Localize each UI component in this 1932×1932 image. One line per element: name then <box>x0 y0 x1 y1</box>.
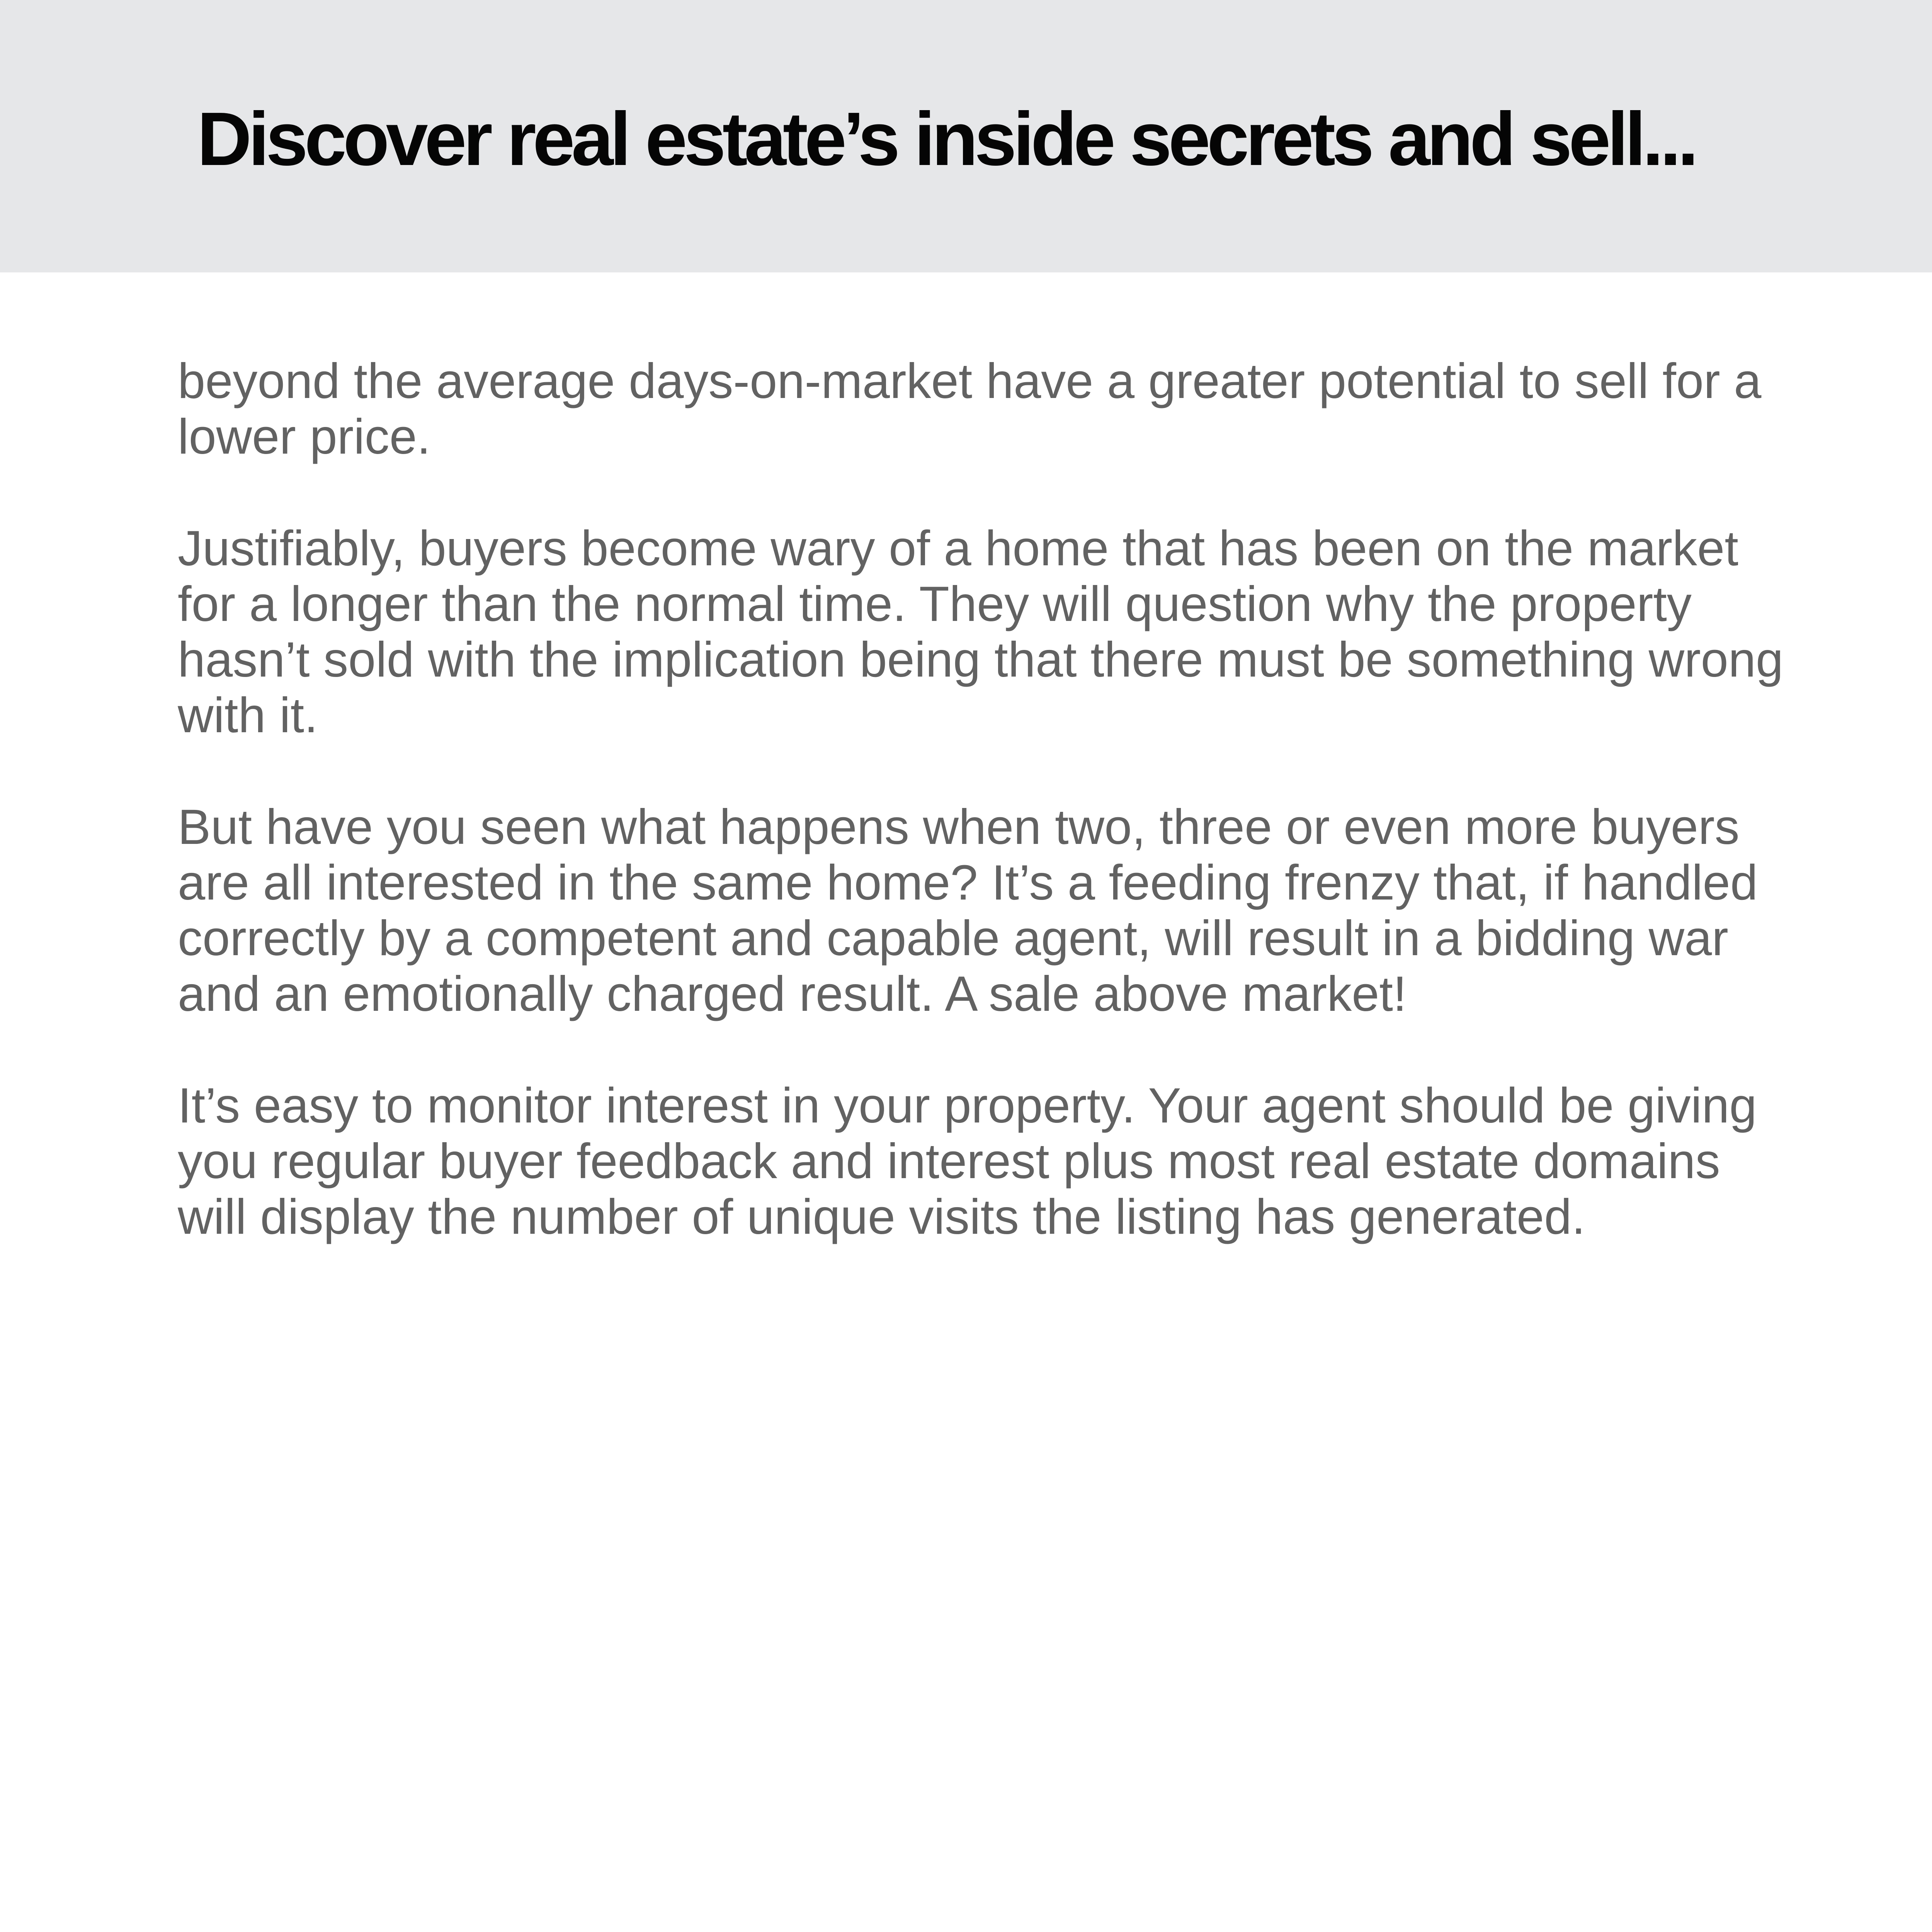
page-title: Discover real estate’s inside secrets and sell... <box>197 97 1695 181</box>
paragraph-3: But have you seen what happens when two, three or even more buyers are all interested in the same home? It’s a feeding frenzy that, if handled correctly by a competent and capable agent, will result in a bidding war and an emotionally charged result. A sale above market! <box>178 799 1758 1022</box>
body-text <box>178 354 1793 1301</box>
header-band <box>0 0 1932 272</box>
paragraph-4: It’s easy to monitor interest in your property. Your agent should be giving you regular buyer feedback and interest plus most real estate domains will display the number of unique visits the listing has generated. <box>178 1078 1757 1245</box>
paragraph-1: beyond the average days-on-market have a greater potential to sell for a lower price. <box>178 354 1762 464</box>
paragraph-2: Justifiably, buyers become wary of a home that has been on the market for a longer than the normal time. They will question why the property hasn’t sold with the implication being that there must be something wrong with it. <box>178 521 1784 743</box>
